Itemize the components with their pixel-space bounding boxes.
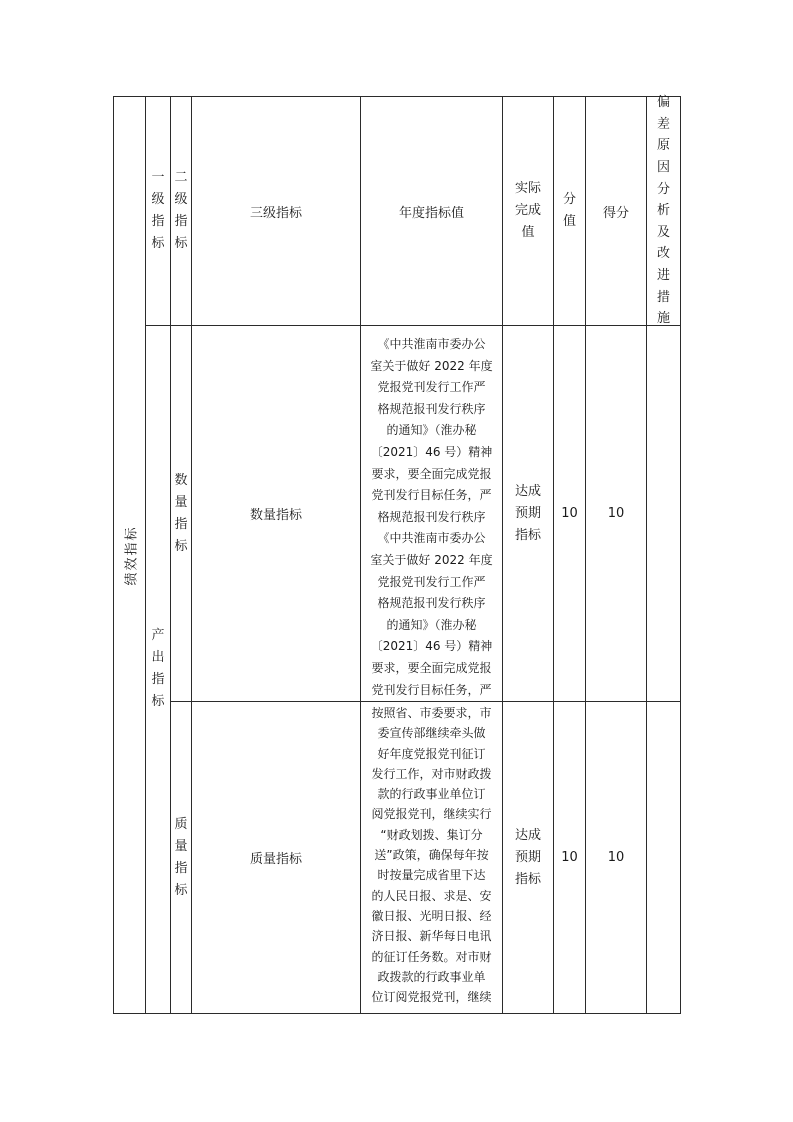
text-line: 委宣传部继续牵头做: [377, 726, 486, 741]
header-level2: [174, 167, 187, 255]
text-line: 《中共淮南市委办公: [377, 531, 486, 546]
header-level1: [151, 167, 164, 255]
vertical-char: 一: [151, 170, 165, 185]
text-line: 的通知》（淮办秘: [386, 617, 477, 632]
text-line: 的通知》（淮办秘: [386, 423, 477, 438]
vertical-char: 产: [151, 628, 165, 643]
row-quality-level3: 质量指标: [249, 852, 302, 867]
header-level3-cell: [192, 97, 360, 325]
table-right-border: [680, 96, 681, 1014]
header-score-value: 分 值: [562, 192, 576, 229]
row-quality-deviation-cell: [647, 702, 680, 1013]
text-line: 党报党刊发行工作严: [377, 574, 486, 589]
vertical-char: 施: [656, 311, 670, 327]
output-label-cell: [146, 326, 170, 1013]
text-line: 的人民日报、求是、安: [371, 888, 492, 903]
performance-label-cell: [114, 97, 145, 1013]
vertical-char: 质: [174, 816, 188, 832]
text-line: 款的行政事业单位订: [377, 787, 486, 802]
row-quantity-actual: 达成 预期 指标: [514, 483, 541, 543]
text-line: 政拨款的行政事业单: [377, 969, 486, 984]
text-line: 〔2021〕46 号）精神: [370, 444, 493, 459]
header-level1-cell: [146, 97, 170, 325]
text-line: 党刊发行目标任务，严: [371, 488, 492, 503]
text-line: 室关于做好 2022 年度: [370, 552, 493, 567]
header-annual-target-cell: [361, 97, 502, 325]
vertical-char: 因: [656, 160, 670, 176]
header-score-got: 得分: [602, 205, 629, 221]
vertical-char: 出: [151, 650, 165, 665]
text-line: 《中共淮南市委办公: [377, 337, 486, 351]
row-quality-score-cell: [554, 702, 585, 1013]
row-quantity-level3: 数量指标: [249, 508, 302, 523]
text-line: 要求，要全面完成党报: [371, 660, 492, 675]
text-line: 格规范报刊发行秩序: [377, 401, 486, 416]
header-score-value-cell: [554, 97, 585, 325]
vertical-char: 差: [656, 116, 670, 132]
row-quantity-level2: [174, 470, 187, 558]
header-level3: 三级指标: [249, 205, 302, 221]
output-label: [151, 625, 164, 713]
row-quality-got-cell: [586, 702, 646, 1013]
vertical-char: 标: [174, 236, 188, 251]
vertical-char: 标: [174, 538, 188, 554]
text-line: 时按量完成省里下达: [377, 868, 486, 883]
row-quantity-score-cell: [554, 326, 585, 701]
row-quantity-target: [361, 334, 502, 700]
row-quality-got: 10: [607, 850, 625, 865]
text-line: 送”政策，确保每年按: [374, 848, 489, 863]
row-quality-level3-cell: [192, 702, 360, 1013]
vertical-char: 进: [656, 267, 670, 283]
text-line: 〔2021〕46 号）精神: [370, 639, 493, 654]
row-quantity-got: 10: [607, 506, 625, 521]
vertical-char: 分: [656, 181, 670, 197]
text-line: 格规范报刊发行秩序: [377, 596, 486, 611]
row-quantity-deviation-cell: [647, 326, 680, 701]
text-line: 位订阅党报党刊，继续: [371, 990, 492, 1005]
row-quality-target: [361, 703, 502, 1013]
table-bottom-border: [113, 1013, 681, 1014]
row-quantity-score: 10: [561, 506, 578, 521]
vertical-char: 二: [174, 170, 188, 185]
vertical-char: 指: [174, 214, 188, 229]
vertical-char: 措: [656, 289, 670, 305]
vertical-char: 偏: [656, 95, 670, 111]
header-annual-target: 年度指标值: [398, 205, 464, 221]
row-quantity-level2-cell: [171, 326, 191, 701]
row-quantity-actual-cell: [503, 326, 553, 701]
text-line: 发行工作，对市财政拨: [371, 766, 492, 781]
text-line: 党刊发行目标任务，严: [371, 682, 492, 697]
vertical-char: 数: [174, 472, 188, 488]
vertical-char: 指: [151, 214, 165, 229]
header-deviation: [657, 92, 670, 330]
row-quality-actual-cell: [503, 702, 553, 1013]
row-quantity-level3-cell: [192, 326, 360, 701]
row-quality-level2: [174, 814, 187, 902]
text-line: 阅党报党刊，继续实行: [371, 807, 492, 822]
vertical-char: 标: [174, 882, 188, 898]
vertical-char: 析: [656, 203, 670, 219]
vertical-char: 指: [151, 672, 165, 687]
vertical-char: 量: [174, 494, 188, 510]
vertical-char: 原: [656, 138, 670, 154]
text-line: 徽日报、光明日报、经: [371, 908, 492, 923]
text-line: 室关于做好 2022 年度: [370, 358, 493, 373]
text-line: 济日报、新华每日电讯: [371, 929, 492, 944]
row-quality-level2-cell: [171, 702, 191, 1013]
header-level2-cell: [171, 97, 191, 325]
row-quality-score: 10: [561, 850, 578, 865]
vertical-char: 标: [151, 236, 165, 251]
text-line: 的征订任务数。对市财: [371, 949, 492, 964]
header-score-got-cell: [586, 97, 646, 325]
vertical-char: 改: [656, 246, 670, 262]
text-line: 党报党刊发行工作严: [377, 380, 486, 395]
vertical-char: 指: [174, 860, 188, 876]
text-line: “财政划拨、集订分: [380, 827, 483, 842]
row-quantity-got-cell: [586, 326, 646, 701]
vertical-char: 级: [174, 192, 188, 207]
text-line: 按照省、市委要求，市: [371, 706, 492, 720]
vertical-char: 量: [174, 838, 188, 854]
text-line: 好年度党报党刊征订: [377, 746, 486, 761]
performance-label: 绩效指标: [124, 524, 140, 586]
text-line: 格规范报刊发行秩序: [377, 509, 486, 524]
header-actual-value: 实际 完成 值: [514, 181, 541, 240]
vertical-char: 标: [151, 694, 165, 709]
vertical-char: 指: [174, 516, 188, 532]
row-quality-actual: 达成 预期 指标: [514, 827, 541, 887]
header-deviation-cell: [647, 97, 680, 325]
header-actual-value-cell: [503, 97, 553, 325]
text-line: 要求，要全面完成党报: [371, 466, 492, 481]
vertical-char: 级: [151, 192, 165, 207]
vertical-char: 及: [656, 224, 670, 240]
